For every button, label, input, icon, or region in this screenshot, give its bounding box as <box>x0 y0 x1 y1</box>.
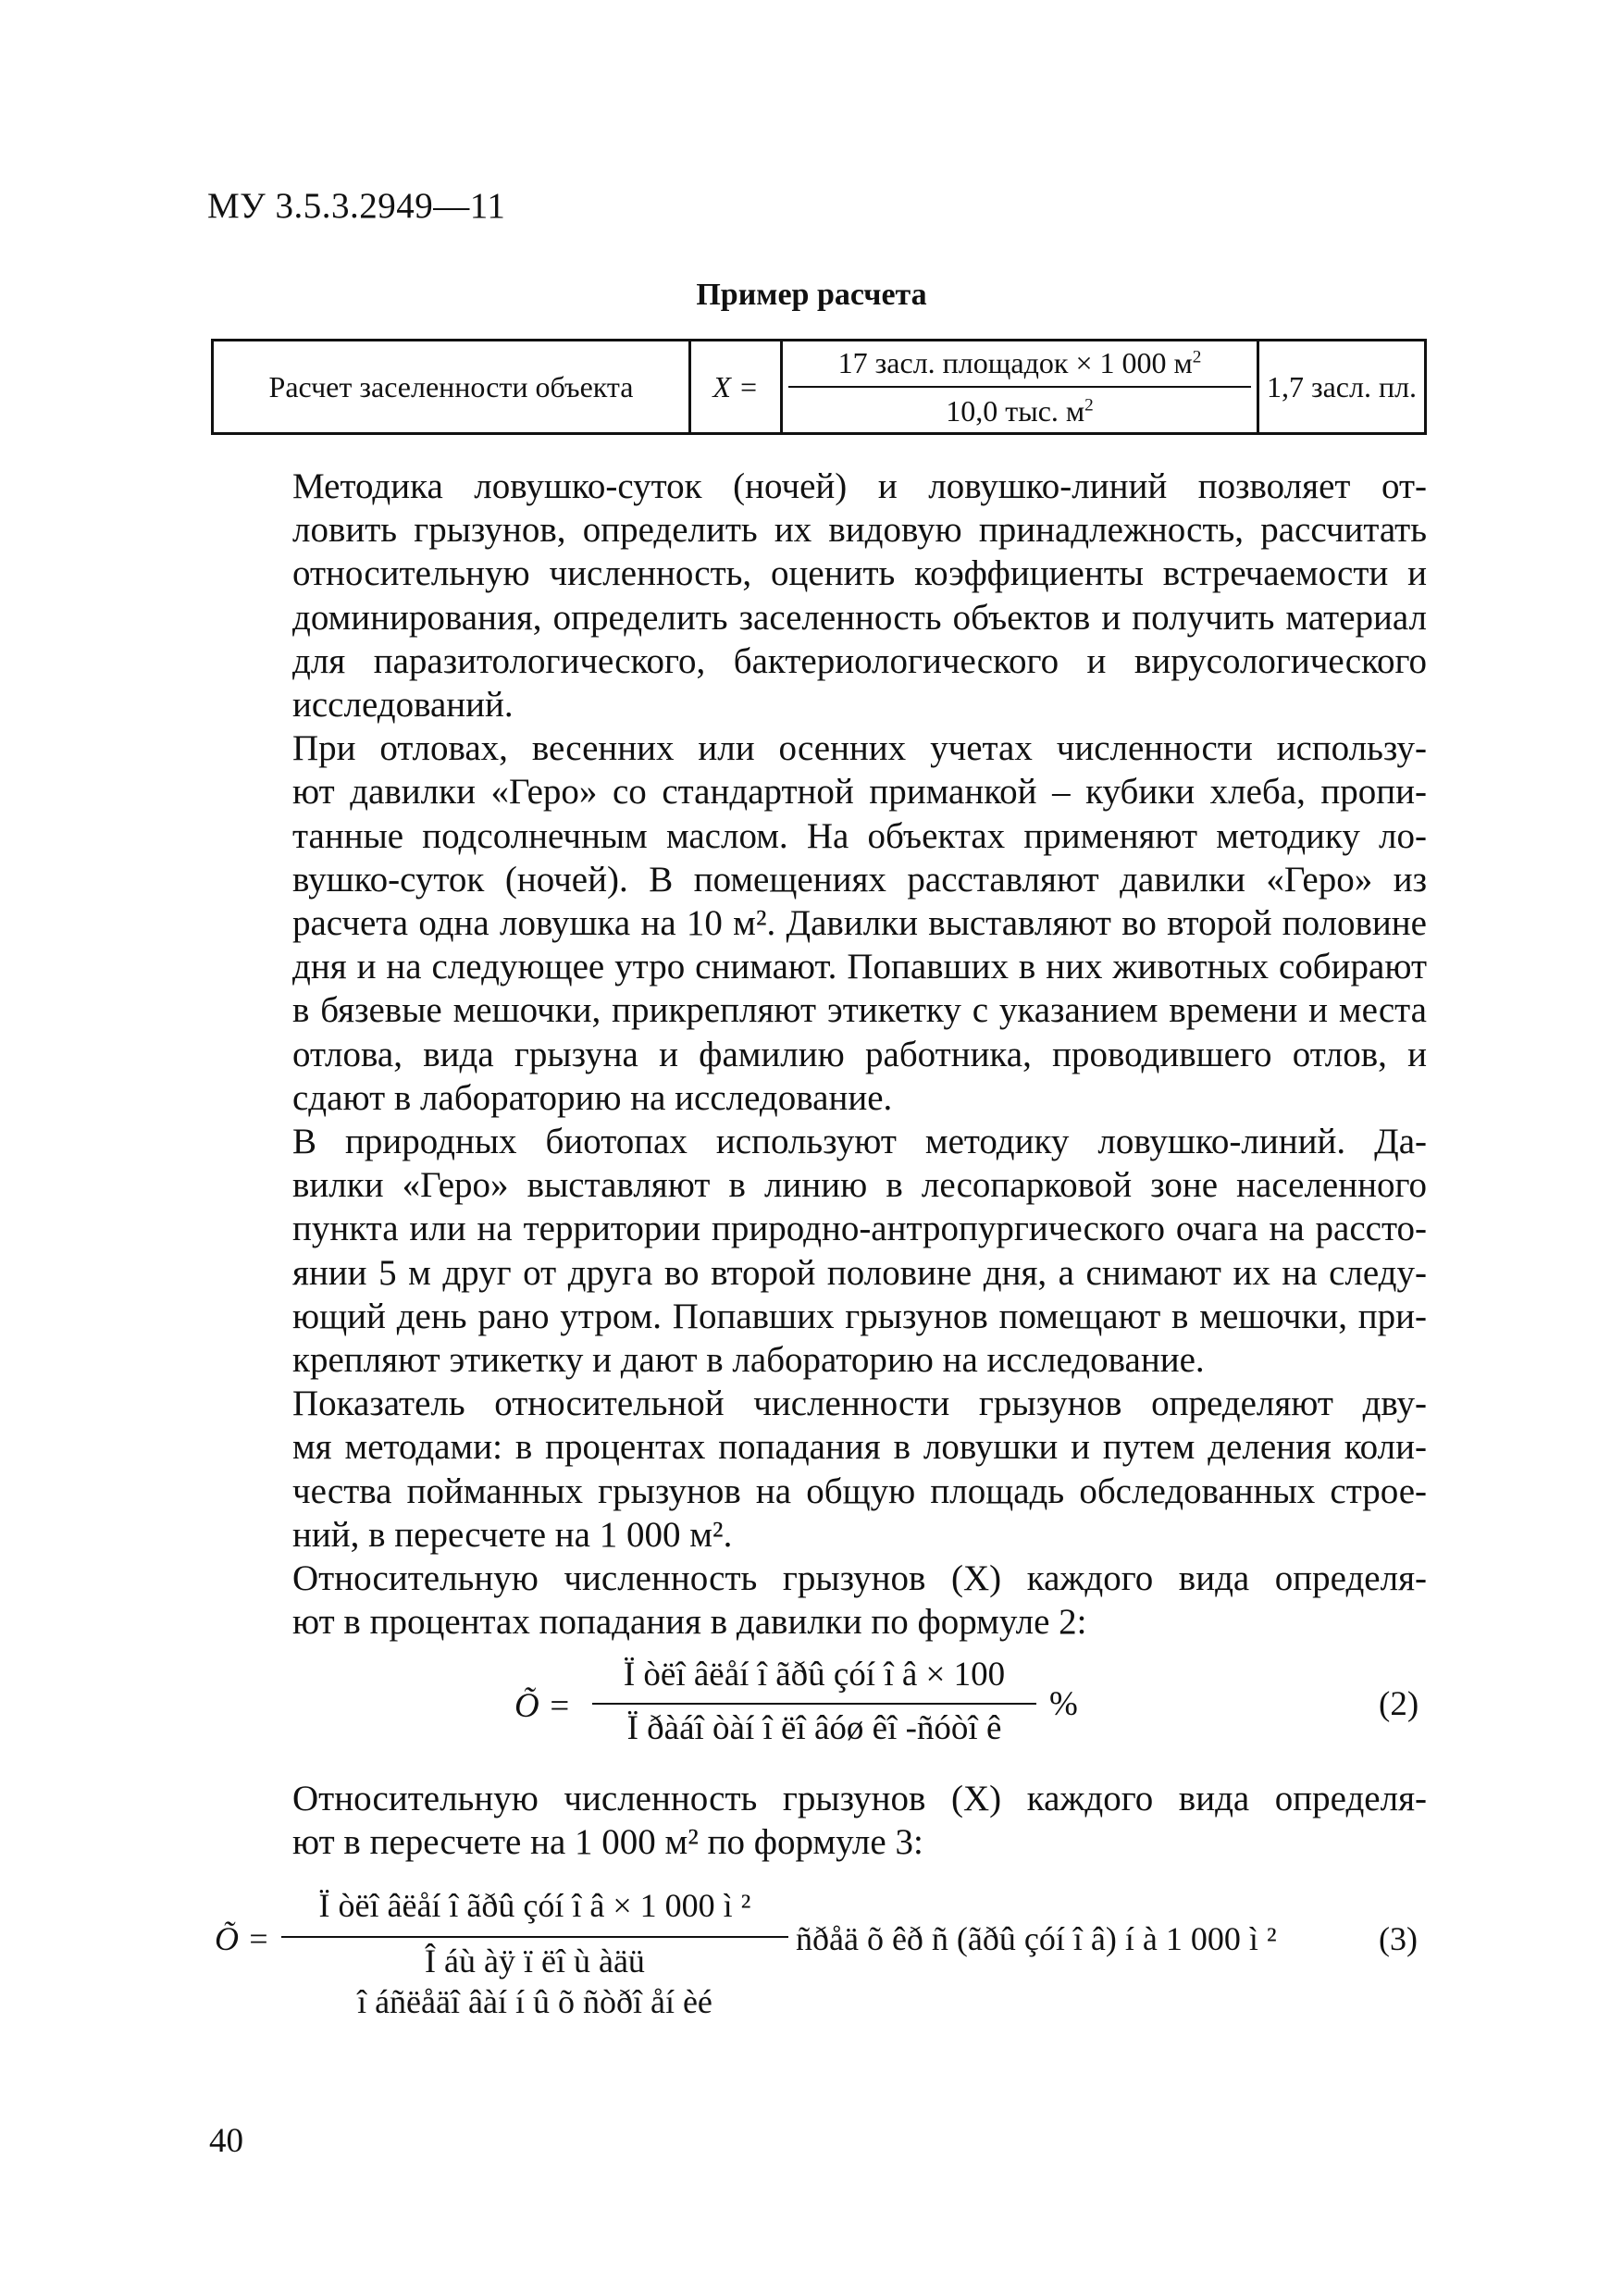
paragraph <box>211 465 1427 726</box>
paragraph <box>211 1777 1427 1864</box>
formula-3-number: (3) <box>1379 1920 1418 1957</box>
text-line: относительную численность, оценить коэффициенты встречаемости и <box>292 553 1427 594</box>
formula-2-denominator: Ï ðàáî òàí î ëî âóø êî -ñóòî ê <box>626 1709 1002 1747</box>
formula-3 <box>0 1886 1623 2034</box>
calc-denominator-text: 10,0 тыс. м <box>946 394 1085 428</box>
formula-3-suffix: ñðåä õ êð ñ (ãðû çóí î â) í à 1 000 ì ² <box>796 1920 1277 1957</box>
example-title: Пример расчета <box>696 278 927 312</box>
body-text-after-formula-2 <box>211 1777 1427 1864</box>
calc-numerator-exponent: 2 <box>1192 347 1202 367</box>
formula-2-unit: % <box>1049 1685 1078 1723</box>
text-line: ют в процентах попадания в давилки по формуле 2: <box>292 1602 1087 1643</box>
text-line: вилки «Геро» выставляют в линию в лесопарковой зоне населенного <box>292 1165 1427 1206</box>
body-text <box>211 465 1427 1644</box>
formula-3-fraction-bar <box>281 1936 788 1938</box>
calc-result-cell: 1,7 засл. пл. <box>1258 341 1426 434</box>
formula-3-denominator-line1: Î áù àÿ ï ëî ù àäü <box>425 1942 645 1980</box>
paragraph <box>211 726 1427 1120</box>
text-line: дня и на следующее утро снимают. Попавших в них животных собирают <box>292 947 1427 987</box>
text-line: вушко-суток (ночей). В помещениях расставляют давилки «Геро» из <box>292 859 1427 900</box>
text-line: ют в пересчете на 1 000 м² по формуле 3: <box>292 1822 923 1863</box>
text-line: В природных биотопах используют методику ловушко-линий. Да- <box>292 1122 1427 1162</box>
text-line: Методика ловушко-суток (ночей) и ловушко-линий позволяет от- <box>292 466 1427 506</box>
text-line: в бязевые мешочки, прикрепляют этикетку с указанием времени и места <box>292 990 1427 1031</box>
calculation-example-table <box>211 339 1427 435</box>
text-line: чества пойманных грызунов на общую площадь обследованных строе- <box>292 1471 1427 1511</box>
formula-2-numerator: Ï òëî âëåí î ãðû çóí î â × 100 <box>623 1656 1006 1694</box>
calc-variable-cell: X = <box>690 341 782 434</box>
text-line: При отловах, весенних или осенних учетах численности использу- <box>292 728 1427 769</box>
calc-numerator-text: 17 засл. площадок × 1 000 м <box>837 346 1193 379</box>
text-line: крепляют этикетку и дают в лабораторию на исследование. <box>292 1340 1205 1381</box>
text-line: мя методами: в процентах попадания в ловушки и путем деления коли- <box>292 1427 1427 1468</box>
formula-3-lhs: Õ = <box>215 1920 270 1957</box>
paragraph <box>211 1557 1427 1644</box>
text-line: для паразитологического, бактериологического и вирусологического <box>292 640 1427 681</box>
calc-numerator <box>788 341 1251 388</box>
text-line: отлова, вида грызуна и фамилию работника, проводившего отлов, и <box>292 1034 1427 1074</box>
formula-2 <box>0 1655 1623 1756</box>
document-code-header: МУ 3.5.3.2949—11 <box>207 186 506 226</box>
text-line: расчета одна ловушка на 10 м². Давилки выставляют во второй половине <box>292 903 1427 944</box>
paragraph <box>211 1382 1427 1557</box>
text-line: сдают в лабораторию на исследование. <box>292 1077 893 1118</box>
calc-denominator <box>788 388 1251 432</box>
text-line: ний, в пересчете на 1 000 м². <box>292 1514 733 1555</box>
table-row <box>213 341 1426 434</box>
text-line: янии 5 м друг от друга во второй половине дня, а снимают их на следу- <box>292 1252 1427 1293</box>
text-line: доминирования, определить заселенность объектов и получить материал <box>292 597 1427 638</box>
text-line: исследований. <box>292 685 514 726</box>
page-number: 40 <box>209 2122 243 2160</box>
text-line: ющий день рано утром. Попавших грызунов помещают в мешочки, при- <box>292 1296 1427 1336</box>
formula-2-lhs: Õ = <box>514 1687 571 1725</box>
text-line: Относительную численность грызунов (X) каждого вида определя- <box>292 1779 1427 1818</box>
text-line: Показатель относительной численности грызунов определяют дву- <box>292 1384 1427 1424</box>
calc-fraction-cell <box>782 341 1258 434</box>
calc-denominator-exponent: 2 <box>1084 395 1094 416</box>
formula-3-denominator-line2: î áñëåäî âàí í û õ ñòðî åí èé <box>357 1983 712 2020</box>
text-line: ловить грызунов, определить их видовую принадлежность, рассчитать <box>292 510 1427 551</box>
text-line: пункта или на территории природно-антропургического очага на рассто- <box>292 1209 1427 1249</box>
formula-2-number: (2) <box>1379 1685 1419 1723</box>
formula-2-fraction-bar <box>592 1703 1036 1705</box>
formula-3-numerator: Ï òëî âëåí î ãðû çóí î â × 1 000 ì ² <box>318 1887 751 1924</box>
text-line: танные подсолнечным маслом. На объектах применяют методику ло- <box>292 815 1427 856</box>
paragraph <box>211 1120 1427 1382</box>
text-line: ют давилки «Геро» со стандартной приманкой – кубики хлеба, пропи- <box>292 772 1427 813</box>
text-line: Относительную численность грызунов (X) каждого вида определя- <box>292 1558 1427 1599</box>
calc-label-cell: Расчет заселенности объекта <box>213 341 690 434</box>
